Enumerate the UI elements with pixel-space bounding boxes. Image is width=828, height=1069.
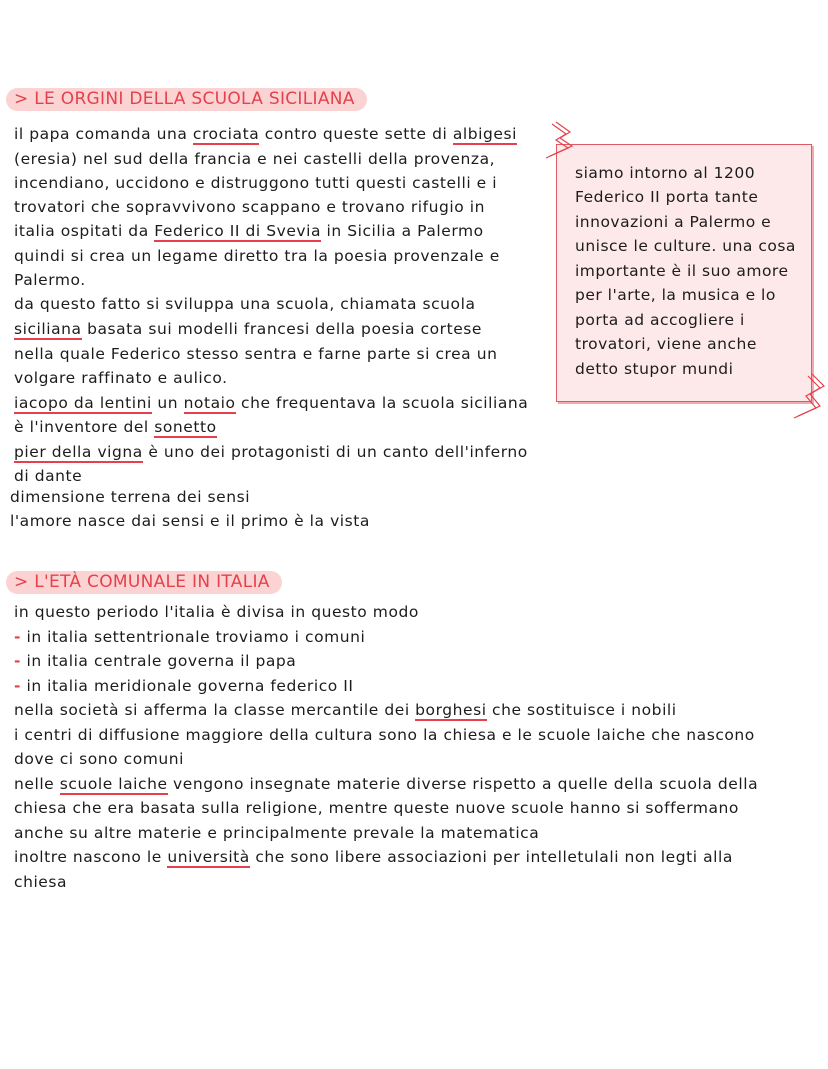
text-line: l'amore nasce dai sensi e il primo è la vista [10, 512, 370, 530]
text-line: iacopo da lentini un notaio che frequentava la scuola siciliana [14, 394, 529, 412]
text-line: dimensione terrena dei sensi [10, 488, 251, 506]
text-line: nella società si afferma la classe mercantile dei borghesi che sostituisce i nobili [14, 701, 677, 719]
text-line: di dante [14, 467, 83, 485]
bullet-item: - in italia centrale governa il papa [14, 652, 297, 670]
text-line: Palermo. [14, 271, 86, 289]
text-line: nelle scuole laiche vengono insegnate materie diverse rispetto a quelle della scuola della [14, 775, 759, 793]
zigzag-decoration-icon [532, 120, 576, 164]
note-line: importante è il suo amore [575, 262, 789, 280]
note-line: unisce le culture. una cosa [575, 237, 796, 255]
text-line: dove ci sono comuni [14, 750, 185, 768]
text-line: italia ospitati da Federico II di Svevia in Sicilia a Palermo [14, 222, 484, 240]
side-note-box [556, 144, 812, 402]
text-line: inoltre nascono le università che sono libere associazioni per intelletulali non legti alla [14, 848, 733, 866]
text-line: chiesa che era basata sulla religione, mentre queste nuove scuole hanno si soffermano [14, 799, 739, 817]
text-line: quindi si crea un legame diretto tra la poesia provenzale e [14, 247, 500, 265]
section-heading-eta-comunale: > L'ETÀ COMUNALE IN ITALIA [6, 571, 282, 594]
note-line: siamo intorno al 1200 [575, 164, 756, 182]
text-line: nella quale Federico stesso sentra e farne parte si crea un [14, 345, 498, 363]
zigzag-decoration-icon [786, 372, 826, 424]
text-line: pier della vigna è uno dei protagonisti di un canto dell'inferno [14, 443, 528, 461]
text-line: è l'inventore del sonetto [14, 418, 217, 436]
note-line: innovazioni a Palermo e [575, 213, 772, 231]
text-line: da questo fatto si sviluppa una scuola, chiamata scuola [14, 295, 476, 313]
note-line: per l'arte, la musica e lo [575, 286, 776, 304]
note-line: Federico II porta tante [575, 188, 759, 206]
text-line: anche su altre materie e principalmente prevale la matematica [14, 824, 540, 842]
text-line: (eresia) nel sud della francia e nei castelli della provenza, [14, 150, 496, 168]
section-heading-scuola-siciliana: > LE ORGINI DELLA SCUOLA SICILIANA [6, 88, 367, 111]
text-line: incendiano, uccidono e distruggono tutti questi castelli e i [14, 174, 498, 192]
note-line: porta ad accogliere i [575, 311, 745, 329]
text-line: trovatori che sopravvivono scappano e trovano rifugio in [14, 198, 485, 216]
text-line: volgare raffinato e aulico. [14, 369, 228, 387]
text-line: i centri di diffusione maggiore della cultura sono la chiesa e le scuole laiche che nascono [14, 726, 755, 744]
text-line: siciliana basata sui modelli francesi della poesia cortese [14, 320, 483, 338]
bullet-item: - in italia settentrionale troviamo i comuni [14, 628, 366, 646]
note-line: detto stupor mundi [575, 360, 734, 378]
text-line: in questo periodo l'italia è divisa in questo modo [14, 603, 419, 621]
note-line: trovatori, viene anche [575, 335, 757, 353]
text-line: il papa comanda una crociata contro queste sette di albigesi [14, 125, 517, 143]
bullet-item: - in italia meridionale governa federico II [14, 677, 354, 695]
text-line: chiesa [14, 873, 68, 891]
